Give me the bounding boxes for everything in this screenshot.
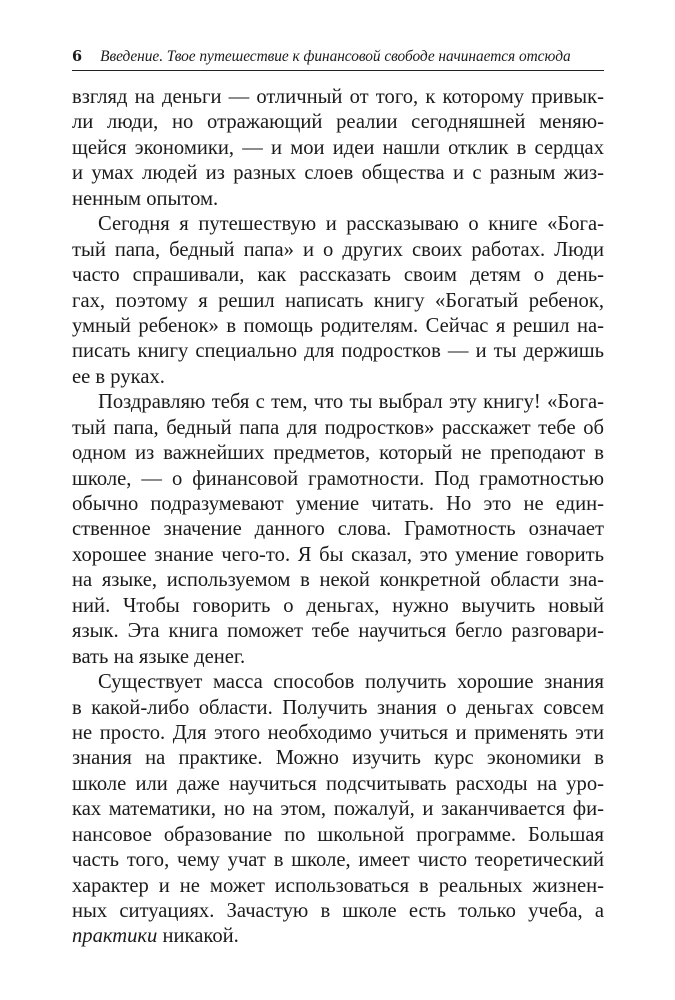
page-number: 6 [72,48,83,65]
text-line: нансовое образование по школьной программе. Большая [72,823,604,846]
text-line: одном из важнейших предметов, который не преподают в [72,442,604,465]
text-line: ее в руках. [72,365,165,388]
text-line: в какой-либо области. Получить знания о деньгах совсем [72,696,604,719]
text-line: тый папа, бедный папа» и о других своих работах. Люди [72,238,604,261]
text-line: школе, — о финансовой грамотности. Под грамотностью [72,467,604,490]
text-line: на языке, используемом в некой конкретной области зна- [72,569,604,592]
text-line: тый папа, бедный папа для подростков» расскажет тебе об [72,416,604,439]
text-line: Поздравляю тебя с тем, что ты выбрал эту книгу! «Бога- [98,391,604,414]
text-line: часть того, чему учат в школе, имеет чисто теоретический [72,849,604,872]
text-line: ственное значение данного слова. Грамотность означает [72,518,604,541]
text-line: щейся экономики, — и мои идеи нашли отклик в сердцах [72,136,604,159]
text-line: Сегодня я путешествую и рассказываю о книге «Бога- [98,213,604,236]
paragraph [72,670,604,950]
text-line: писать книгу специально для подростков — и ты держишь [72,340,604,363]
text-line: ли люди, но отражающий реалии сегодняшней меняю- [72,111,604,134]
text-line: школе или даже научиться подсчитывать расходы на уро- [72,772,604,795]
paragraph [72,85,604,212]
text-line: характер и не может использоваться в реальных жизнен- [72,874,604,897]
chapter-title: Введение. Твое путешествие к финансовой свободе начинается отсюда [100,48,571,65]
text-line: вать на языке денег. [72,645,246,668]
text-line: ний. Чтобы говорить о деньгах, нужно выучить новый [72,594,604,617]
running-header [72,48,604,71]
text-line: ках математики, но на этом, пожалуй, и заканчивается фи- [72,798,604,821]
text-line: обычно подразумевают умение читать. Но это не един- [72,493,604,515]
book-page [72,48,604,950]
line-remainder: никакой. [157,925,239,948]
text-line: гах, поэтому я решил написать книгу «Богатый ребенок, [72,289,604,312]
text-line: Существует масса способов получить хорошие знания [98,671,604,694]
text-line: язык. Эта книга поможет тебе научиться бегло разговари- [72,620,604,643]
paragraph [72,390,604,670]
paragraph [72,212,604,390]
emphasis-text: практики [72,925,158,948]
text-line: ных ситуациях. Зачастую в школе есть только учеба, а [72,900,604,922]
text-line: ненным опытом. [72,187,219,210]
text-line: взгляд на деньги — отличный от того, к которому привык- [72,86,604,108]
text-line: часто спрашивали, как рассказать своим детям о день- [72,264,604,287]
text-line: умный ребенок» в помощь родителям. Сейчас я решил на- [72,314,604,337]
body-text [72,85,604,950]
text-line: знания на практике. Можно изучить курс экономики в [72,747,604,770]
text-line: хорошее знание чего-то. Я бы сказал, это умение говорить [72,543,604,566]
text-line: и умах людей из разных слоев общества и с разным жиз- [72,162,604,185]
text-line: не просто. Для этого необходимо учиться и применять эти [72,721,604,744]
text-line [72,924,604,949]
